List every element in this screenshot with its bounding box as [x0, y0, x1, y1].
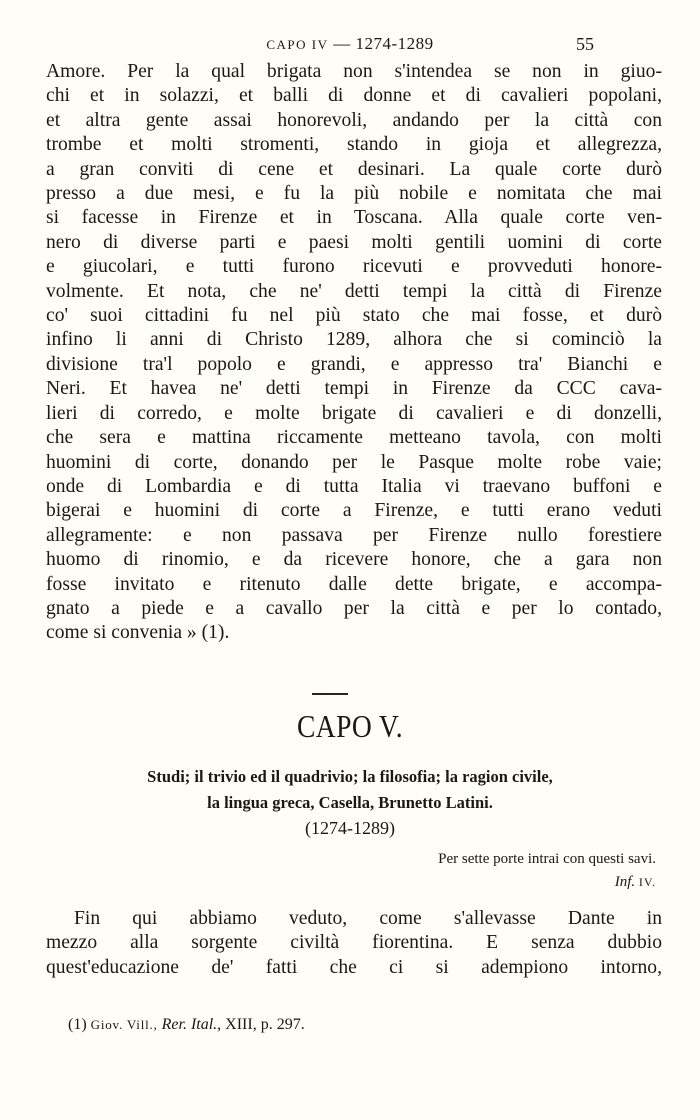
text-line: chi et in solazzi, et balli di donne et di cavalieri popolani,	[46, 85, 662, 107]
chapter-opening-paragraph	[46, 907, 662, 980]
text-line: si facesse in Firenze et in Toscana. Alla quale corte ven-	[46, 207, 662, 229]
epigraph-source	[300, 871, 656, 894]
footnote-marker: (1)	[68, 1016, 87, 1033]
text-line: onde di Lombardia e di tutta Italia vi traevano buffoni e	[46, 475, 662, 497]
text-line: allegramente: e non passava per Firenze nullo forestiere	[46, 524, 662, 546]
footnote-reference: XIII, p. 297.	[225, 1016, 305, 1033]
text-line: Fin qui abbiamo veduto, come s'allevasse Dante in	[74, 908, 662, 929]
text-line: fosse invitato e ritenuto dalle dette brigate, e accompa-	[46, 573, 662, 595]
text-line: a gran conviti di cene et desinari. La quale corte durò	[46, 158, 662, 180]
epigraph-source-canto: IV.	[638, 875, 656, 889]
summary-line: Studi; il trivio ed il quadrivio; la filosofia; la ragion civile,	[147, 767, 553, 786]
text-line: et altra gente assai honorevoli, andando per la città con	[46, 109, 662, 131]
body-paragraph	[46, 60, 662, 646]
running-head-separator: —	[333, 34, 351, 53]
chapter-summary	[0, 764, 700, 816]
running-head-title	[0, 34, 700, 54]
page-number: 55	[576, 34, 594, 54]
text-line: quest'educazione de' fatti che ci si adempiono intorno,	[46, 956, 662, 978]
running-head	[0, 34, 700, 56]
text-line: infino li anni di Christo 1289, alhora che si cominciò la	[46, 329, 662, 351]
text-line: presso a due mesi, e fu la più nobile e nomitata che mai	[46, 183, 662, 205]
running-head-label: CAPO IV	[266, 37, 329, 52]
text-line: nero di diverse parti e paesi molti gentili uomini di corte	[46, 231, 662, 253]
text-line: bigerai e huomini di corte a Firenze, e tutti erano veduti	[46, 500, 662, 522]
footnote-work: Rer. Ital.,	[161, 1016, 222, 1033]
text-line: divisione tra'l popolo e grandi, e appresso tra' Bianchi e	[46, 353, 662, 375]
text-line: trombe et molti stromenti, stando in gioja et allegrezza,	[46, 134, 662, 156]
text-line: che sera e mattina riccamente metteano tavola, con molti	[46, 427, 662, 449]
text-line: Neri. Et havea ne' detti tempi in Firenze da CCC cava-	[46, 378, 662, 400]
epigraph-text: Per sette porte intrai con questi savi.	[438, 851, 656, 867]
text-line: huomo di rinomio, e da ricevere honore, che a gara non	[46, 549, 662, 571]
chapter-title: CAPO V.	[296, 708, 403, 744]
epigraph	[300, 848, 656, 894]
summary-line: la lingua greca, Casella, Brunetto Latini.	[207, 793, 493, 812]
running-head-years: 1274-1289	[355, 34, 434, 53]
epigraph-source-work: Inf.	[614, 874, 636, 890]
text-line: lieri di corredo, e molte brigate di cavalieri e di donzelli,	[46, 402, 662, 424]
chapter-dates: (1274-1289)	[305, 818, 395, 838]
text-line: co' suoi cittadini fu nel più stato che mai fosse, et durò	[46, 305, 662, 327]
footnote	[68, 1016, 668, 1034]
footnote-author: Giov. Vill.,	[90, 1017, 158, 1032]
text-line: e giucolari, e tutti furono ricevuti e provveduti honore-	[46, 256, 662, 278]
text-line: gnato a piede e a cavallo per la città e per lo contado,	[46, 597, 662, 619]
text-line: volmente. Et nota, che ne' detti tempi la città di Firenze	[46, 280, 662, 302]
text-line: come si convenia » (1).	[46, 622, 230, 644]
text-line: Amore. Per la qual brigata non s'intendea se non in giuo-	[46, 61, 662, 82]
text-line: huomini di corte, donando per le Pasque molte robe vaie;	[46, 451, 662, 473]
section-divider	[312, 693, 348, 695]
text-line: mezzo alla sorgente civiltà fiorentina. E senza dubbio	[46, 932, 662, 954]
